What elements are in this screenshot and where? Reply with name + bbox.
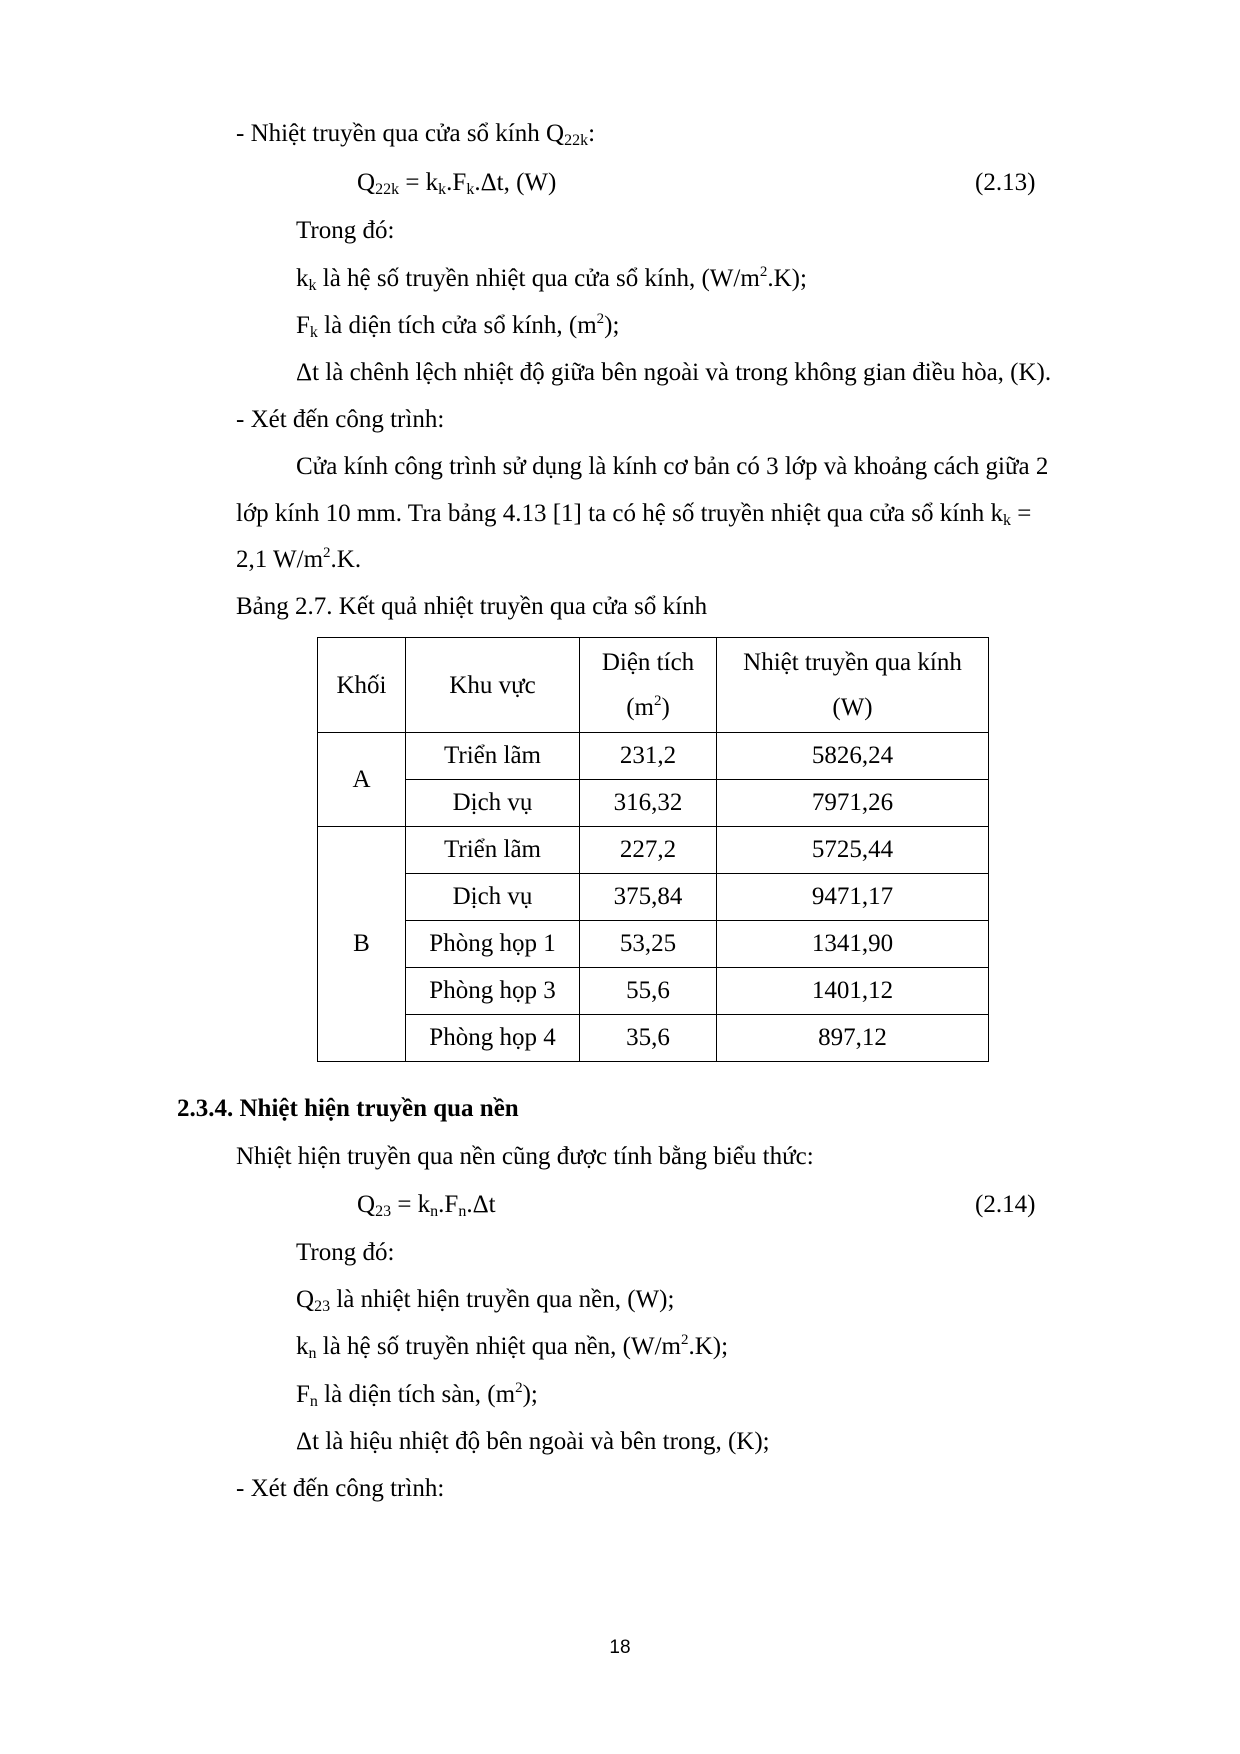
table-caption: Bảng 2.7. Kết quả nhiệt truyền qua cửa sổ kính bbox=[236, 593, 708, 620]
heat-cell: 7971,26 bbox=[717, 780, 989, 827]
equation-number-2-13: (2.13) bbox=[975, 169, 1036, 196]
area-cell: Phòng họp 3 bbox=[406, 968, 580, 1015]
table-row bbox=[318, 827, 989, 874]
area-cell: Triển lãm bbox=[406, 733, 580, 780]
where-label: Trong đó: bbox=[296, 1239, 395, 1266]
block-cell: B bbox=[318, 827, 406, 1062]
page-number: 18 bbox=[609, 1637, 631, 1658]
size-cell: 375,84 bbox=[580, 874, 717, 921]
glass-heat-intro: - Nhiệt truyền qua cửa sổ kính $Q_{22k}$: bbox=[236, 120, 596, 149]
where-label: Trong đó: bbox=[296, 217, 395, 244]
definition-kk: $k_k$ là hệ số truyền nhiệt qua cửa sổ kính, $(W/m^2.K)$; bbox=[296, 264, 807, 294]
table-row bbox=[318, 1015, 989, 1062]
header-block: Khối bbox=[318, 638, 406, 733]
equation-2-14: $Q_{23} = k_n.F_n.\Delta t$ bbox=[357, 1191, 496, 1220]
table-row bbox=[318, 874, 989, 921]
header-area-size: Diện tích $(m^2)$ bbox=[580, 638, 717, 733]
table-row bbox=[318, 780, 989, 827]
equation-number-2-14: (2.14) bbox=[975, 1191, 1036, 1218]
section-heading: 2.3.4. Nhiệt hiện truyền qua nền bbox=[177, 1095, 519, 1122]
size-cell: 231,2 bbox=[580, 733, 717, 780]
heat-cell: 1341,90 bbox=[717, 921, 989, 968]
size-cell: 53,25 bbox=[580, 921, 717, 968]
definition-delta-t: Δt là hiệu nhiệt độ bên ngoài và bên trong, (K); bbox=[296, 1428, 770, 1455]
block-cell: A bbox=[318, 733, 406, 827]
table-row bbox=[318, 968, 989, 1015]
area-cell: Triển lãm bbox=[406, 827, 580, 874]
glass-heat-table bbox=[317, 637, 989, 1062]
heat-cell: 5725,44 bbox=[717, 827, 989, 874]
area-cell: Dịch vụ bbox=[406, 780, 580, 827]
table-row bbox=[318, 733, 989, 780]
consider-label: - Xét đến công trình: bbox=[236, 1475, 445, 1502]
area-cell: Dịch vụ bbox=[406, 874, 580, 921]
definition-q23: $Q_{23}$ là nhiệt hiện truyền qua nền, (W); bbox=[296, 1286, 675, 1315]
definition-fn: $F_n$ là diện tích sàn, $(m^2)$; bbox=[296, 1380, 538, 1410]
definition-kn: $k_n$ là hệ số truyền nhiệt qua nền, $(W/m^2.K)$; bbox=[296, 1332, 729, 1362]
size-cell: 55,6 bbox=[580, 968, 717, 1015]
size-cell: 227,2 bbox=[580, 827, 717, 874]
size-cell: 316,32 bbox=[580, 780, 717, 827]
size-cell: 35,6 bbox=[580, 1015, 717, 1062]
paragraph-line-2: lớp kính 10 mm. Tra bảng 4.13 [1] ta có hệ số truyền nhiệt qua cửa sổ kính $k_k$ = bbox=[236, 500, 1032, 529]
paragraph-line-3: 2,1 $W/m^2.K$. bbox=[236, 545, 362, 573]
floor-heat-intro: Nhiệt hiện truyền qua nền cũng được tính bằng biểu thức: bbox=[236, 1143, 814, 1170]
heat-cell: 5826,24 bbox=[717, 733, 989, 780]
paragraph-line-1: Cửa kính công trình sử dụng là kính cơ bản có 3 lớp và khoảng cách giữa 2 bbox=[296, 453, 1049, 480]
header-area-name: Khu vực bbox=[406, 638, 580, 733]
heat-cell: 9471,17 bbox=[717, 874, 989, 921]
table-row bbox=[318, 921, 989, 968]
consider-label: - Xét đến công trình: bbox=[236, 406, 445, 433]
definition-delta-t: Δt là chênh lệch nhiệt độ giữa bên ngoài và trong không gian điều hòa, (K). bbox=[296, 359, 1052, 386]
area-cell: Phòng họp 4 bbox=[406, 1015, 580, 1062]
heat-cell: 1401,12 bbox=[717, 968, 989, 1015]
definition-fk: $F_k$ là diện tích cửa sổ kính, $(m^2)$; bbox=[296, 311, 620, 341]
area-cell: Phòng họp 1 bbox=[406, 921, 580, 968]
table-header-row bbox=[318, 638, 989, 733]
heat-cell: 897,12 bbox=[717, 1015, 989, 1062]
header-heat: Nhiệt truyền qua kính (W) bbox=[717, 638, 989, 733]
equation-2-13: $Q_{22k} = k_k.F_k.\Delta t$, (W) bbox=[357, 169, 557, 198]
